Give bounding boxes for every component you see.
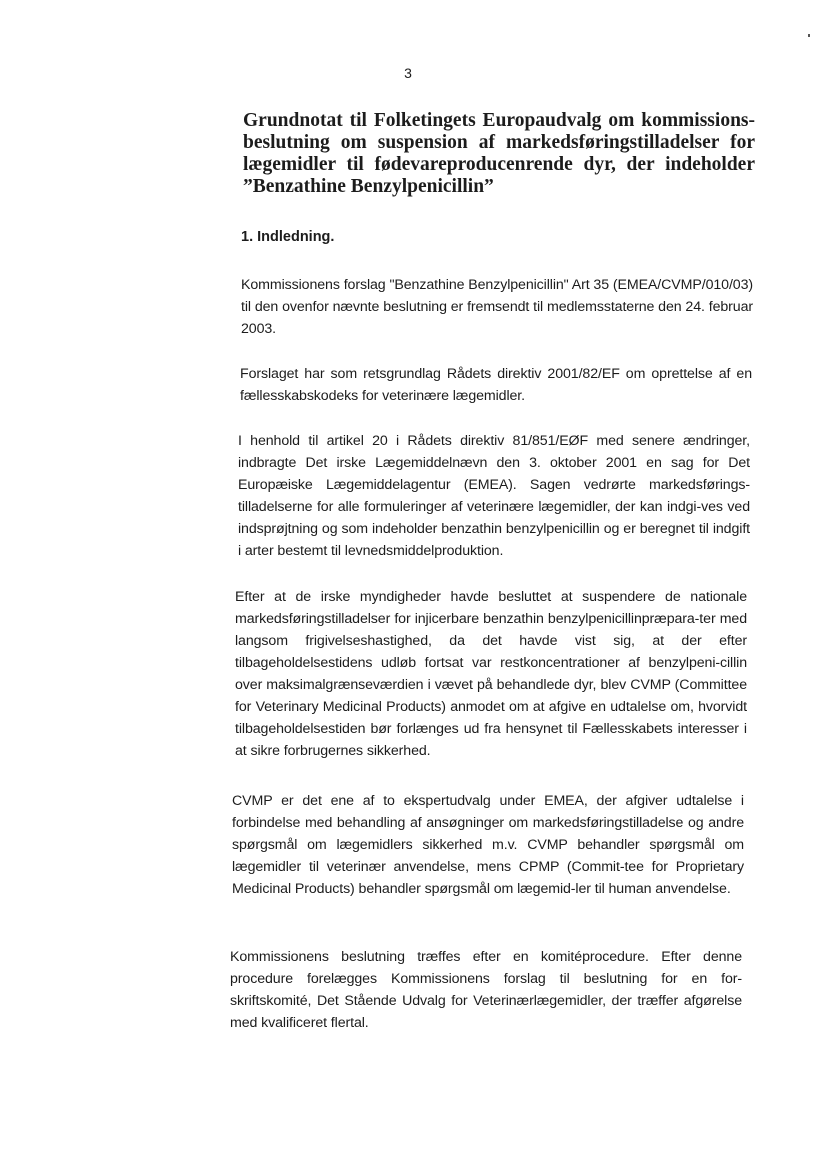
scan-speck [808,34,810,37]
page-number: 3 [404,65,412,81]
paragraph-1: Kommissionens forslag "Benzathine Benzylpenicillin" Art 35 (EMEA/CVMP/010/03) til den ovenfor nævnte beslutning er fremsendt til medlemsstaterne den 24. februar 2003. [241,277,753,337]
document-title: Grundnotat til Folketingets Europaudvalg om kommissions-beslutning om suspension af markedsføringstilladelser for lægemidler til fødevareproducenrende dyr, der indeholder ”Benzathine Benzylpenicillin” [243,110,755,197]
section-heading: 1. Indledning. [241,229,335,245]
paragraph-5: CVMP er det ene af to ekspertudvalg under EMEA, der afgiver udtalelse i forbindelse med behandling af ansøgninger om markedsføringstilladelse og andre spørgsmål om lægemidlers sikkerhed m.v. CVMP behandler spørgsmål om lægemidler til veterinær anvendelse, mens CPMP (Commit-tee for Proprietary Medicinal Products) behandler spørgsmål om lægemid-ler til human anvendelse. [232,793,744,897]
paragraph-6: Kommissionens beslutning træffes efter en komitéprocedure. Efter denne procedure forelægges Kommissionens forslag til beslutning for en for-skriftskomité, Det Stående Udvalg for Veterinærlægemidler, der træffer afgørelse med kvalificeret flertal. [230,949,742,1031]
paragraph-2: Forslaget har som retsgrundlag Rådets direktiv 2001/82/EF om oprettelse af en fællesskabskodeks for veterinære lægemidler. [240,366,752,404]
paragraph-4: Efter at de irske myndigheder havde besluttet at suspendere de nationale markedsføringstilladelser for injicerbare benzathin benzylpenicillinpræpara-ter med langsom frigivelseshastighed, da det havde vist sig, at der efter tilbageholdelsestidens udløb fortsat var restkoncentrationer af benzylpeni-cillin over maksimalgrænseværdien i vævet på behandlede dyr, blev CVMP (Committee for Veterinary Medicinal Products) anmodet om at afgive en udtalelse om, hvorvidt tilbageholdelsestiden bør forlænges ud fra hensynet til Fællesskabets interesser i at sikre forbrugernes sikkerhed. [235,589,747,759]
paragraph-3: I henhold til artikel 20 i Rådets direktiv 81/851/EØF med senere ændringer, indbragte Det irske Lægemiddelnævn den 3. oktober 2001 en sag for Det Europæiske Lægemiddelagentur (EMEA). Sagen vedrørte markedsførings-tilladelserne for alle formuleringer af veterinære lægemidler, der kan indgi-ves ved indsprøjtning og som indeholder benzathin benzylpenicillin og er beregnet til indgift i arter bestemt til levnedsmiddelproduktion. [238,433,750,559]
